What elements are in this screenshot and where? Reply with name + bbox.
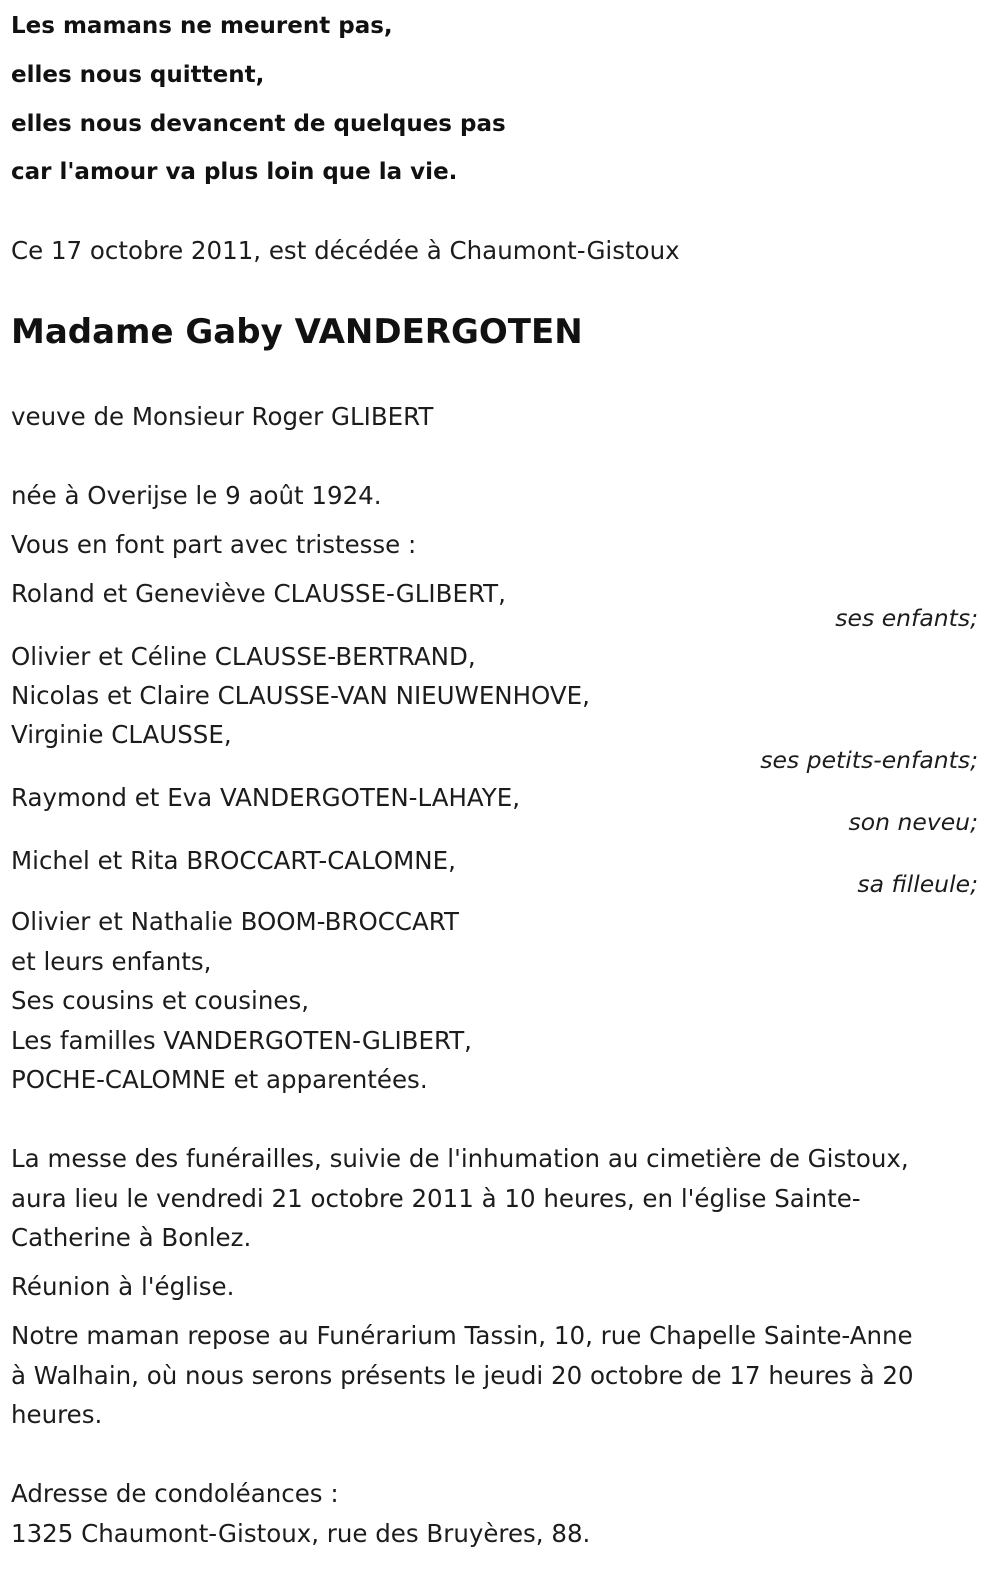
nephew-relation: son neveu; — [848, 808, 978, 836]
visitation-line: heures. — [11, 1400, 103, 1429]
children-name: Roland et Geneviève CLAUSSE-GLIBERT, — [11, 579, 506, 608]
poem-line-3: elles nous devancent de quelques pas — [11, 111, 506, 137]
grandchild-name: Olivier et Céline CLAUSSE-BERTRAND, — [11, 642, 476, 671]
other-family-line: POCHE-CALOMNE et apparentées. — [11, 1065, 428, 1094]
widow-of: veuve de Monsieur Roger GLIBERT — [11, 402, 434, 431]
family-intro: Vous en font part avec tristesse : — [11, 530, 417, 559]
other-family-line: Olivier et Nathalie BOOM-BROCCART — [11, 907, 459, 936]
grandchild-name: Virginie CLAUSSE, — [11, 720, 232, 749]
poem-line-1: Les mamans ne meurent pas, — [11, 13, 393, 39]
goddaughter-name: Michel et Rita BROCCART-CALOMNE, — [11, 846, 456, 875]
nephew-name: Raymond et Eva VANDERGOTEN-LAHAYE, — [11, 783, 520, 812]
visitation-line: à Walhain, où nous serons présents le jeudi 20 octobre de 17 heures à 20 — [11, 1361, 914, 1390]
other-family-line: Ses cousins et cousines, — [11, 986, 309, 1015]
grandchild-name: Nicolas et Claire CLAUSSE-VAN NIEUWENHOVE, — [11, 681, 590, 710]
condolences-address: 1325 Chaumont-Gistoux, rue des Bruyères, 88. — [11, 1519, 591, 1548]
children-relation: ses enfants; — [835, 604, 978, 632]
funeral-line: Catherine à Bonlez. — [11, 1223, 252, 1252]
poem-line-2: elles nous quittent, — [11, 62, 265, 88]
goddaughter-relation: sa filleule; — [857, 870, 978, 898]
other-family-line: et leurs enfants, — [11, 947, 212, 976]
condolences-label: Adresse de condoléances : — [11, 1479, 339, 1508]
funeral-line: aura lieu le vendredi 21 octobre 2011 à 10 heures, en l'église Sainte- — [11, 1184, 861, 1213]
death-announcement: Ce 17 octobre 2011, est décédée à Chaumont-Gistoux — [11, 236, 680, 265]
grandchildren-relation: ses petits-enfants; — [760, 746, 978, 774]
other-family-line: Les familles VANDERGOTEN-GLIBERT, — [11, 1026, 472, 1055]
poem-line-4: car l'amour va plus loin que la vie. — [11, 159, 458, 185]
reunion-note: Réunion à l'église. — [11, 1272, 235, 1301]
birth-info: née à Overijse le 9 août 1924. — [11, 481, 382, 510]
visitation-line: Notre maman repose au Funérarium Tassin, 10, rue Chapelle Sainte-Anne — [11, 1321, 913, 1350]
funeral-line: La messe des funérailles, suivie de l'inhumation au cimetière de Gistoux, — [11, 1144, 909, 1173]
deceased-name: Madame Gaby VANDERGOTEN — [11, 312, 583, 352]
